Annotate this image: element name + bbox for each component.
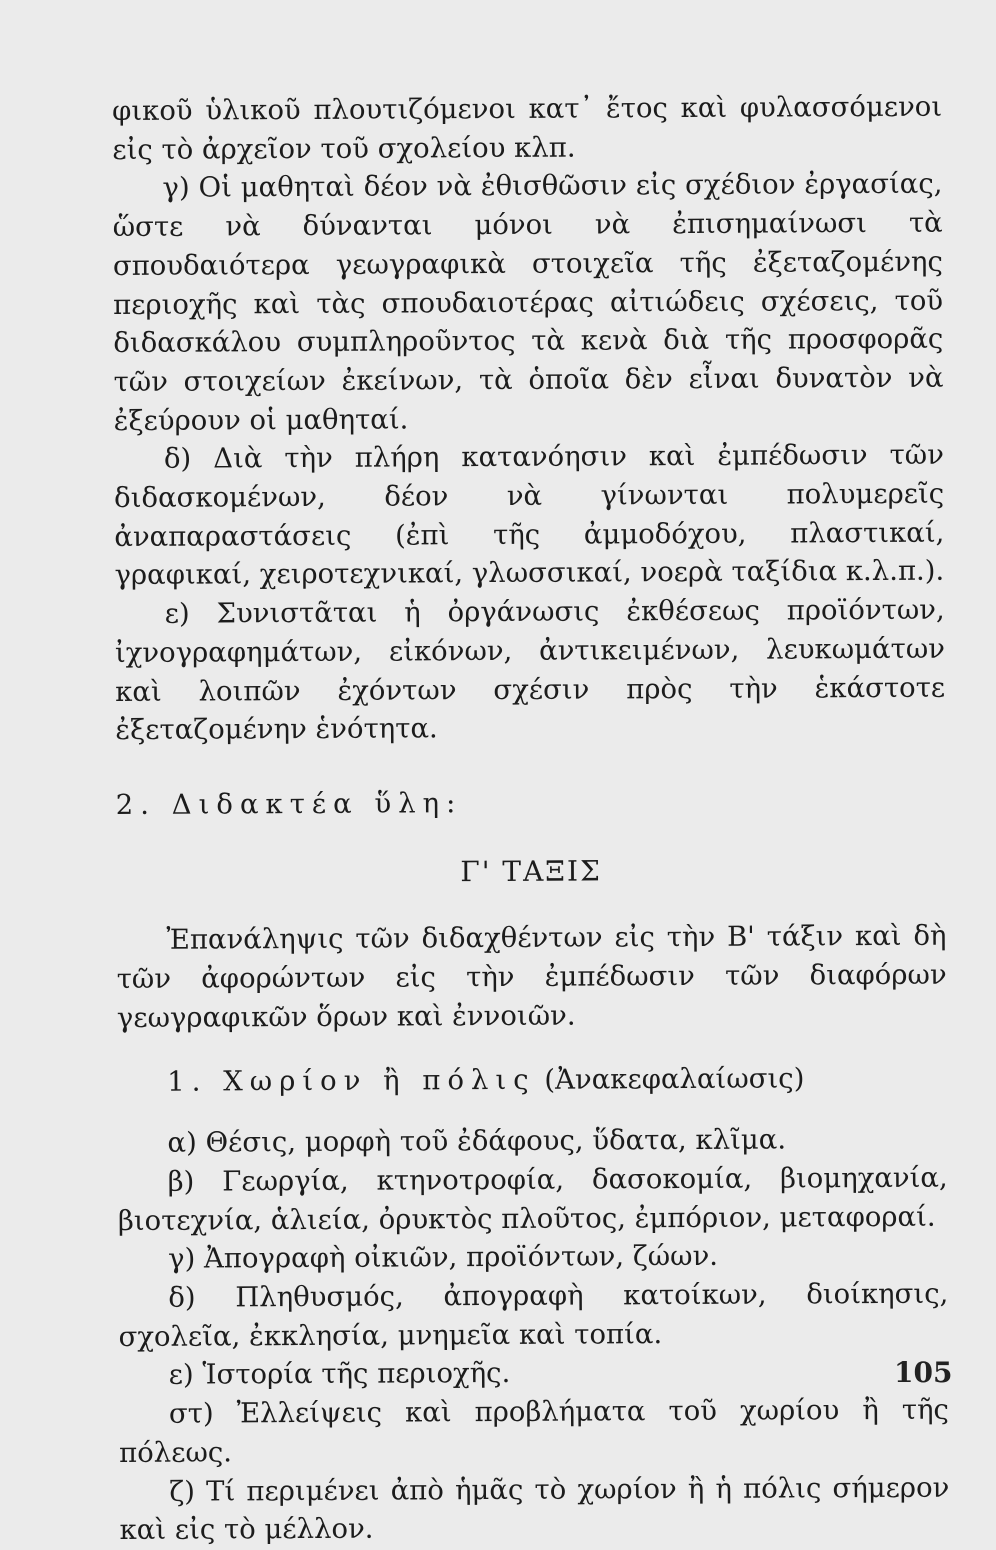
list-item: α) Θέσις, μορφὴ τοῦ ἐδάφους, ὕδατα, κλῖμα. [167,1123,787,1159]
list-item: ε) Ἱστορία τῆς περιοχῆς. [168,1357,511,1392]
subheading-main: 1. Χωρίον ἢ πόλις [167,1064,536,1099]
paragraph-item-delta: δ) Διὰ τὴν πλήρη κατανόησιν καὶ ἐμπέδωσιν τῶν διδασκομένων, δέον νὰ γίνωνται πολυμερεῖς ἀναπαραστάσεις (ἐπὶ τῆς ἀμμοδόχου, πλαστικαί, γραφικαί, χειροτεχνικαί, γλωσσικαί, νοερὰ ταξίδια κ.λ.π.). [114,438,945,592]
paragraph-item-epsilon: ε) Συνιστᾶται ἡ ὀργάνωσις ἐκθέσεως προϊόντων, ἰχνογραφημάτων, εἰκόνων, ἀντικειμένων, λευκωμάτων καὶ λοιπῶν ἐχόντων σχέσιν πρὸς τὴν ἑκάστοτε ἐξεταζομένην ἑνότητα. [114,593,946,747]
class-intro: Ἐπανάληψις τῶν διδαχθέντων εἰς τὴν Β' τάξιν καὶ δὴ τῶν ἀφορώντων εἰς τὴν ἐμπέδωσιν τῶν διαφόρων γεωγραφικῶν ὅρων καὶ ἐννοιῶν. [116,920,947,1034]
class-title: Γ' ΤΑΞΙΣ [460,854,602,888]
list-item: στ) Ἐλλείψεις καὶ προβλήματα τοῦ χωρίου ἢ τῆς πόλεως. [119,1393,949,1469]
list-item: γ) Ἀπογραφὴ οἰκιῶν, προϊόντων, ζώων. [168,1240,719,1276]
list-item: β) Γεωργία, κτηνοτροφία, δασοκομία, βιομηχανία, βιοτεχνία, ἁλιεία, ὀρυκτὸς πλοῦτος, ἐμπόριον, μεταφοραί. [117,1161,948,1237]
paragraph-continuation: φικοῦ ὑλικοῦ πλουτιζόμενοι κατ᾽ ἔτος καὶ φυλασσόμενοι εἰς τὸ ἀρχεῖον τοῦ σχολείου κλπ. [112,90,943,166]
page-content [112,88,953,1550]
paragraph-item-gamma: γ) Οἱ μαθηταὶ δέον νὰ ἐθισθῶσιν εἰς σχέδιον ἐργασίας, ὥστε νὰ δύνανται μόνοι νὰ ἐπισημαίνωσι τὰ σπουδαιότερα γεωγραφικὰ στοιχεῖα τῆς ἐξεταζομένης περιοχῆς καὶ τὰς σπουδαιοτέρας αἰτιώδεις σχέσεις, τοῦ διδασκάλου συμπληροῦντος τὰ κενὰ διὰ τῆς προσφορᾶς τῶν στοιχείων ἐκείνων, τὰ ὁποῖα δὲν εἶναι δυνατὸν νὰ ἐξεύρουν οἱ μαθηταί. [112,168,944,437]
section-heading: 2. Διδακτέα ὕλη: [115,787,463,821]
list-item: δ) Πληθυσμός, ἀπογραφὴ κατοίκων, διοίκησις, σχολεῖα, ἐκκλησία, μνημεῖα καὶ τοπία. [118,1277,949,1353]
subheading [117,1059,947,1102]
subheading-note: (Ἀνακεφαλαίωσις) [544,1062,805,1097]
page-number: 105 [894,1356,953,1389]
list-item: ζ) Τί περιμένει ἀπὸ ἡμᾶς τὸ χωρίον ἢ ἡ πόλις σήμερον καὶ εἰς τὸ μέλλον. [119,1471,950,1547]
